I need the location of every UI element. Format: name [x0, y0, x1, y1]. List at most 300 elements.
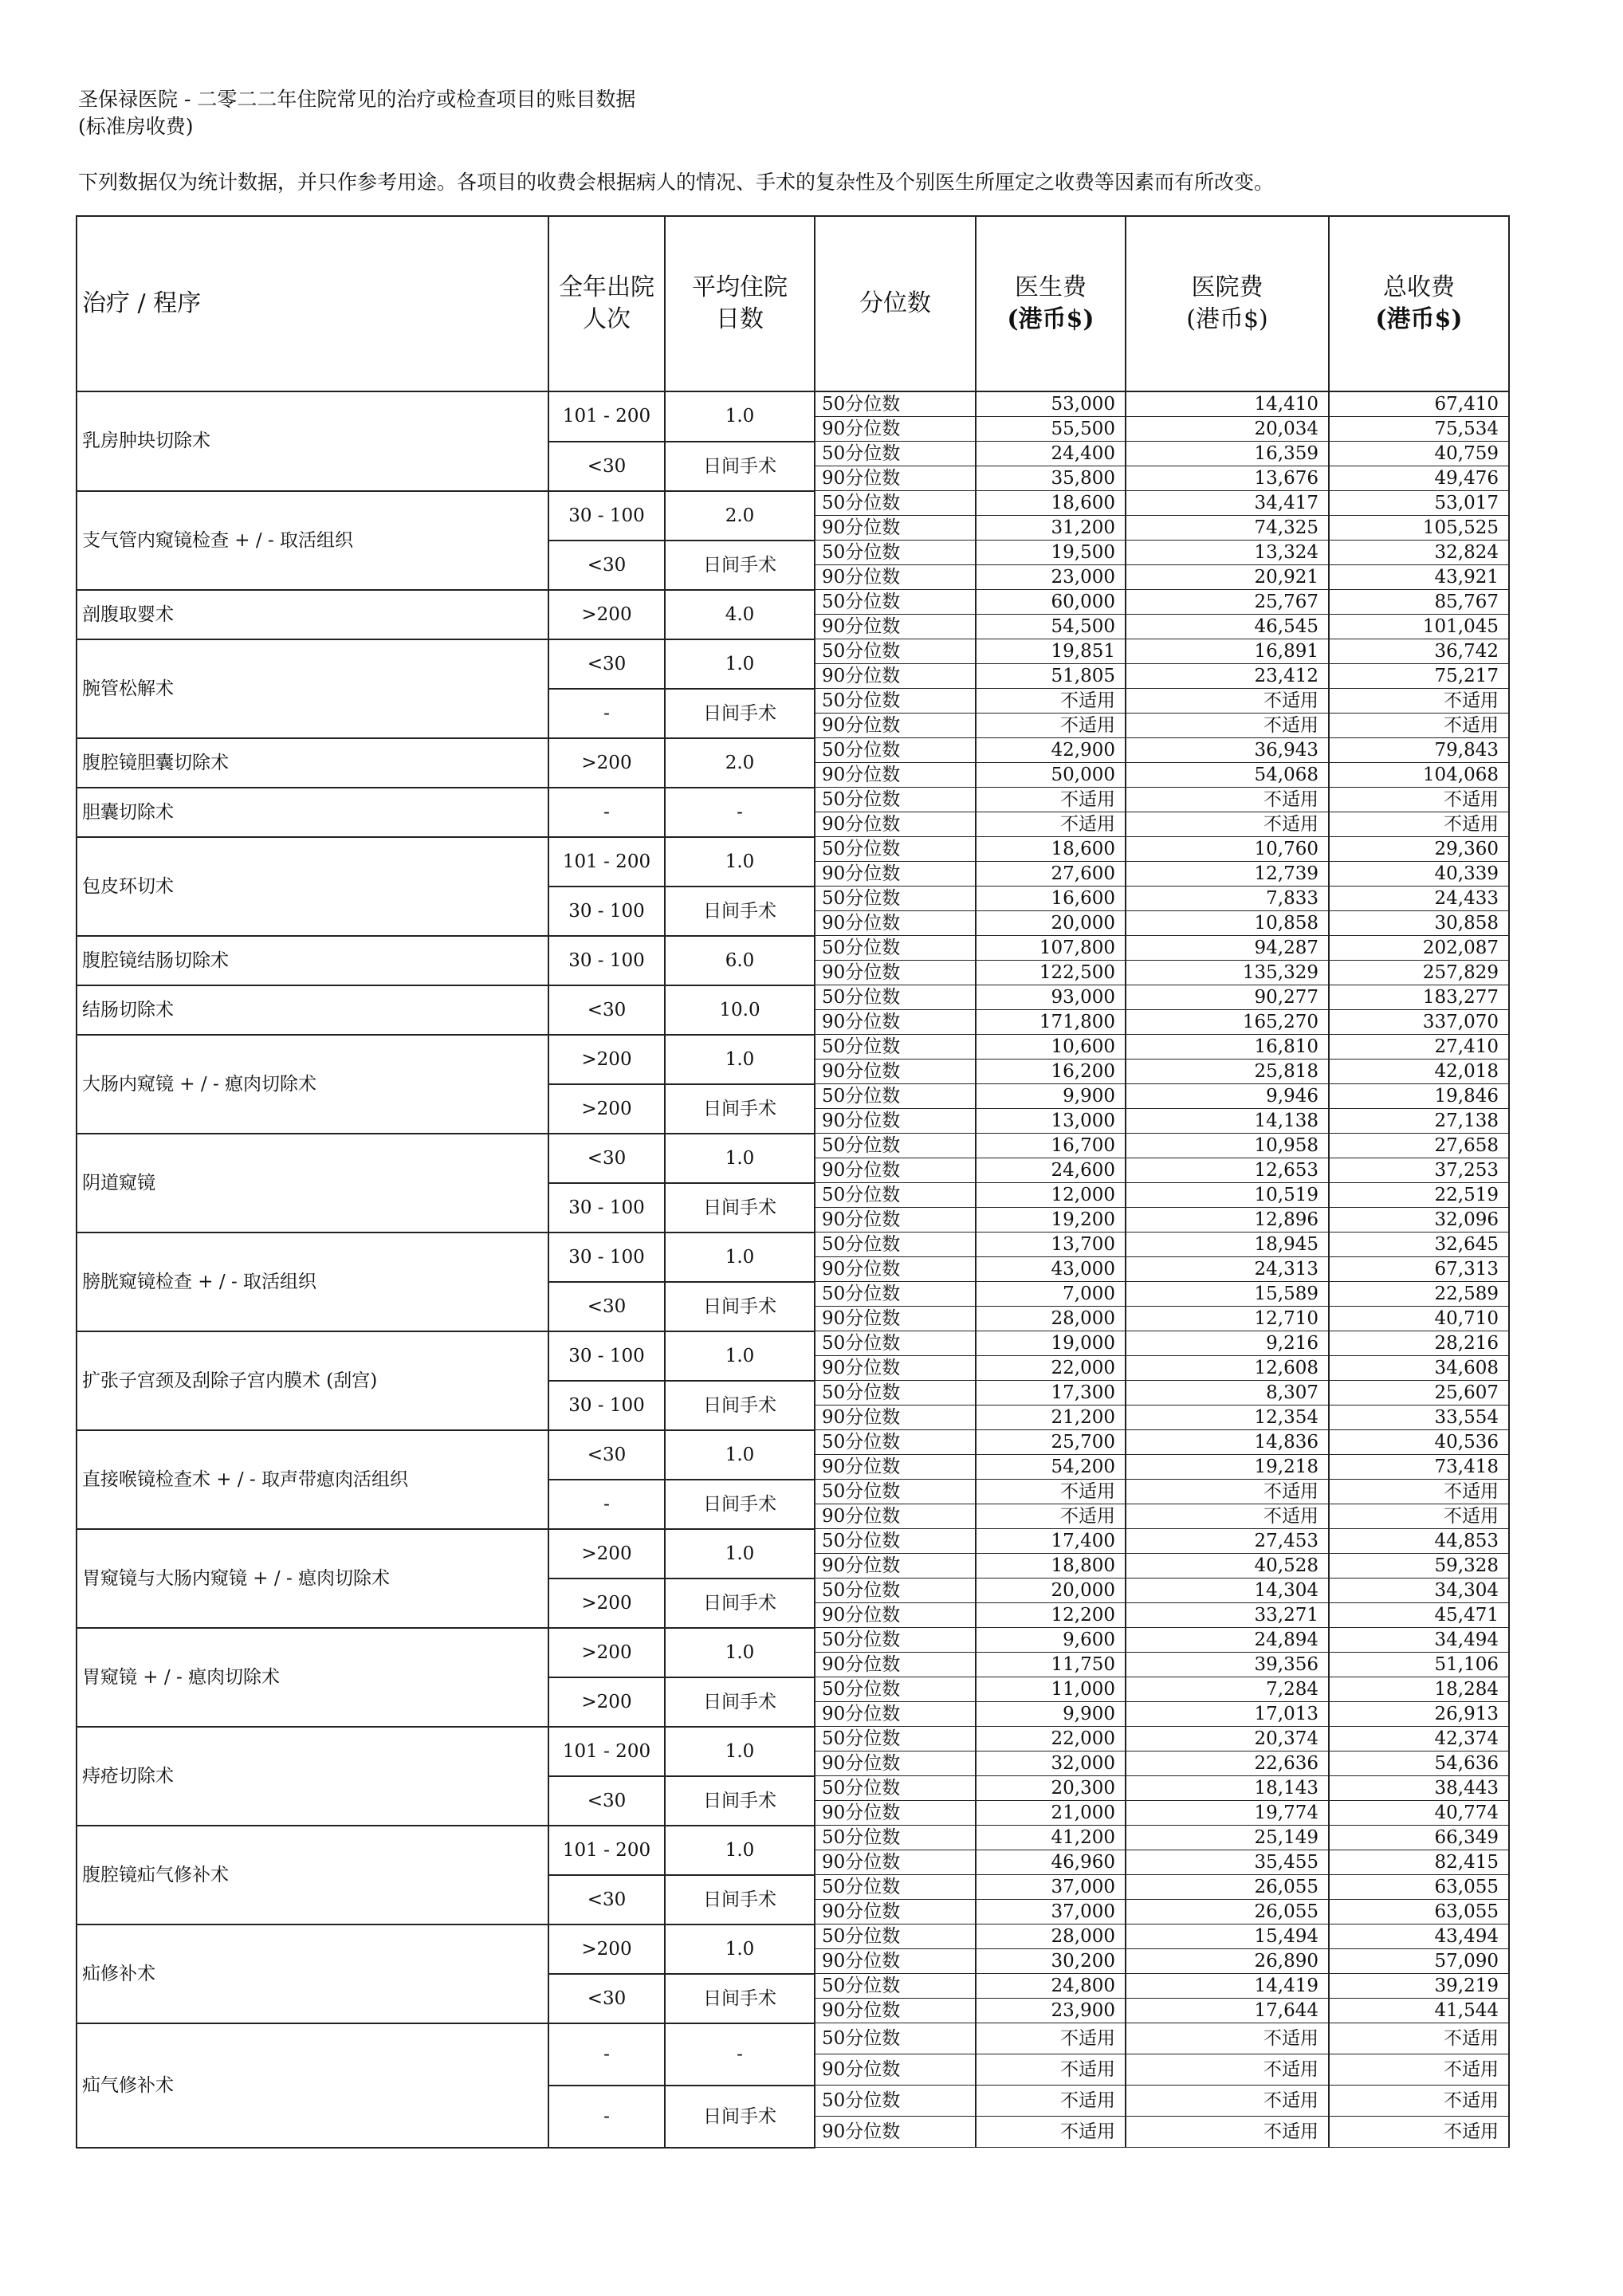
percentile-label: 50分位数: [815, 1480, 976, 1504]
percentile-label: 90分位数: [815, 961, 976, 985]
percentile-label: 50分位数: [815, 1084, 976, 1109]
doctor-fee: 30,200: [976, 1949, 1126, 1974]
hospital-fee: 不适用: [1126, 2117, 1329, 2148]
doctor-fee: 22,000: [976, 1356, 1126, 1381]
hospital-fee: 14,836: [1126, 1430, 1329, 1455]
table-row: [77, 1529, 1509, 1554]
procedure-name: 包皮环切术: [77, 837, 548, 936]
percentile-label: 90分位数: [815, 1356, 976, 1381]
procedure-name: 乳房肿块切除术: [77, 391, 548, 491]
total-fee: 30,858: [1329, 911, 1509, 936]
doctor-fee: 28,000: [976, 1307, 1126, 1331]
doctor-fee: 107,800: [976, 936, 1126, 961]
percentile-label: 90分位数: [815, 812, 976, 837]
total-fee: 不适用: [1329, 2023, 1509, 2054]
discharge-count: -: [548, 788, 665, 837]
procedure-name: 痔疮切除术: [77, 1727, 548, 1826]
total-fee: 59,328: [1329, 1554, 1509, 1578]
percentile-label: 90分位数: [815, 1554, 976, 1578]
doctor-fee: 不适用: [976, 1480, 1126, 1504]
percentile-label: 50分位数: [815, 2023, 976, 2054]
total-fee: 32,645: [1329, 1233, 1509, 1257]
hospital-fee: 35,455: [1126, 1850, 1329, 1875]
doctor-fee: 23,900: [976, 1999, 1126, 2023]
hospital-fee: 不适用: [1126, 1480, 1329, 1504]
total-fee: 43,921: [1329, 565, 1509, 590]
discharge-count: 30 - 100: [548, 887, 665, 936]
length-of-stay: 2.0: [665, 738, 815, 788]
percentile-label: 50分位数: [815, 639, 976, 664]
procedure-name: 膀胱窥镜检查 + / - 取活组织: [77, 1233, 548, 1331]
percentile-label: 50分位数: [815, 1628, 976, 1653]
hospital-fee: 46,545: [1126, 615, 1329, 639]
total-fee: 34,494: [1329, 1628, 1509, 1653]
procedure-name: 胃窥镜 + / - 瘜肉切除术: [77, 1628, 548, 1727]
percentile-label: 50分位数: [815, 590, 976, 615]
doctor-fee: 37,000: [976, 1900, 1126, 1924]
doctor-fee: 43,000: [976, 1257, 1126, 1282]
total-fee: 36,742: [1329, 639, 1509, 664]
table-row: [77, 985, 1509, 1010]
percentile-label: 90分位数: [815, 1010, 976, 1035]
length-of-stay: 1.0: [665, 391, 815, 442]
discharge-count: 30 - 100: [548, 491, 665, 541]
document-title: 圣保禄医院 - 二零二二年住院常见的治疗或检查项目的账目数据: [78, 88, 636, 111]
doctor-fee: 11,750: [976, 1653, 1126, 1677]
length-of-stay: 日间手术: [665, 1677, 815, 1727]
total-fee: 27,138: [1329, 1109, 1509, 1134]
percentile-label: 50分位数: [815, 541, 976, 565]
procedure-name: 疝气修补术: [77, 2023, 548, 2148]
hospital-fee: 不适用: [1126, 2086, 1329, 2117]
discharge-count: <30: [548, 639, 665, 689]
doctor-fee: 20,000: [976, 1578, 1126, 1603]
procedure-name: 腕管松解术: [77, 639, 548, 738]
procedure-name: 大肠内窥镜 + / - 瘜肉切除术: [77, 1035, 548, 1134]
percentile-label: 90分位数: [815, 565, 976, 590]
percentile-label: 50分位数: [815, 1578, 976, 1603]
percentile-label: 90分位数: [815, 1158, 976, 1183]
percentile-label: 50分位数: [815, 391, 976, 417]
total-fee: 不适用: [1329, 812, 1509, 837]
percentile-label: 90分位数: [815, 2117, 976, 2148]
discharge-count: 101 - 200: [548, 1826, 665, 1875]
discharge-count: >200: [548, 590, 665, 639]
doctor-fee: 10,600: [976, 1035, 1126, 1060]
length-of-stay: 日间手术: [665, 1480, 815, 1529]
table-row: [77, 1035, 1509, 1060]
doctor-fee: 24,600: [976, 1158, 1126, 1183]
table-row: [77, 1233, 1509, 1257]
procedure-name: 腹腔镜结肠切除术: [77, 936, 548, 985]
total-fee: 202,087: [1329, 936, 1509, 961]
hospital-fee: 16,891: [1126, 639, 1329, 664]
table-row: [77, 1430, 1509, 1455]
total-fee: 25,607: [1329, 1381, 1509, 1406]
total-fee: 44,853: [1329, 1529, 1509, 1554]
discharge-count: <30: [548, 1875, 665, 1924]
doctor-fee: 32,000: [976, 1751, 1126, 1776]
table-header-row: [77, 216, 1509, 391]
header-percentile: 分位数: [815, 216, 976, 391]
doctor-fee: 42,900: [976, 738, 1126, 763]
total-fee: 29,360: [1329, 837, 1509, 862]
hospital-fee: 25,767: [1126, 590, 1329, 615]
total-fee: 51,106: [1329, 1653, 1509, 1677]
hospital-fee: 20,374: [1126, 1727, 1329, 1751]
doctor-fee: 12,200: [976, 1603, 1126, 1628]
percentile-label: 50分位数: [815, 2086, 976, 2117]
discharge-count: <30: [548, 1974, 665, 2023]
length-of-stay: 1.0: [665, 1035, 815, 1084]
header-length-of-stay: 平均住院 日数: [665, 216, 815, 391]
hospital-fee: 26,890: [1126, 1949, 1329, 1974]
discharge-count: -: [548, 1480, 665, 1529]
length-of-stay: 1.0: [665, 1727, 815, 1776]
doctor-fee: 不适用: [976, 2086, 1126, 2117]
discharge-count: 101 - 200: [548, 391, 665, 442]
discharge-count: <30: [548, 1430, 665, 1480]
length-of-stay: 日间手术: [665, 1776, 815, 1826]
table-row: [77, 1628, 1509, 1653]
discharge-count: >200: [548, 1677, 665, 1727]
length-of-stay: 1.0: [665, 1134, 815, 1183]
table-row: [77, 738, 1509, 763]
total-fee: 49,476: [1329, 466, 1509, 491]
hospital-fee: 27,453: [1126, 1529, 1329, 1554]
percentile-label: 90分位数: [815, 1603, 976, 1628]
percentile-label: 90分位数: [815, 1109, 976, 1134]
total-fee: 22,519: [1329, 1183, 1509, 1208]
percentile-label: 90分位数: [815, 1504, 976, 1529]
total-fee: 33,554: [1329, 1406, 1509, 1430]
hospital-fee: 12,608: [1126, 1356, 1329, 1381]
procedure-name: 结肠切除术: [77, 985, 548, 1035]
percentile-label: 50分位数: [815, 738, 976, 763]
total-fee: 不适用: [1329, 2086, 1509, 2117]
percentile-label: 50分位数: [815, 1529, 976, 1554]
hospital-fee: 24,894: [1126, 1628, 1329, 1653]
doctor-fee: 51,805: [976, 664, 1126, 689]
total-fee: 57,090: [1329, 1949, 1509, 1974]
hospital-fee: 不适用: [1126, 689, 1329, 714]
total-fee: 不适用: [1329, 1480, 1509, 1504]
percentile-label: 50分位数: [815, 936, 976, 961]
total-fee: 40,710: [1329, 1307, 1509, 1331]
discharge-count: -: [548, 2086, 665, 2148]
hospital-fee: 9,216: [1126, 1331, 1329, 1356]
percentile-label: 50分位数: [815, 985, 976, 1010]
hospital-fee: 8,307: [1126, 1381, 1329, 1406]
procedure-name: 疝修补术: [77, 1924, 548, 2023]
length-of-stay: 日间手术: [665, 1578, 815, 1628]
doctor-fee: 50,000: [976, 763, 1126, 788]
procedure-name: 腹腔镜胆囊切除术: [77, 738, 548, 788]
doctor-fee: 19,500: [976, 541, 1126, 565]
hospital-fee: 22,636: [1126, 1751, 1329, 1776]
procedure-name: 支气管内窥镜检查 + / - 取活组织: [77, 491, 548, 590]
total-fee: 24,433: [1329, 887, 1509, 911]
discharge-count: >200: [548, 1628, 665, 1677]
hospital-fee: 14,304: [1126, 1578, 1329, 1603]
percentile-label: 50分位数: [815, 1974, 976, 1999]
discharge-count: 101 - 200: [548, 1727, 665, 1776]
discharge-count: <30: [548, 442, 665, 491]
percentile-label: 50分位数: [815, 1875, 976, 1900]
total-fee: 66,349: [1329, 1826, 1509, 1850]
length-of-stay: 4.0: [665, 590, 815, 639]
table-body: [77, 391, 1509, 2148]
length-of-stay: 日间手术: [665, 887, 815, 936]
doctor-fee: 18,600: [976, 491, 1126, 516]
total-fee: 101,045: [1329, 615, 1509, 639]
hospital-fee: 15,494: [1126, 1924, 1329, 1949]
table-row: [77, 837, 1509, 862]
percentile-label: 50分位数: [815, 1727, 976, 1751]
hospital-fee: 不适用: [1126, 2023, 1329, 2054]
discharge-count: >200: [548, 1924, 665, 1974]
percentile-label: 90分位数: [815, 1949, 976, 1974]
hospital-fee: 36,943: [1126, 738, 1329, 763]
total-fee: 42,374: [1329, 1727, 1509, 1751]
hospital-fee: 10,760: [1126, 837, 1329, 862]
hospital-fee: 14,419: [1126, 1974, 1329, 1999]
length-of-stay: 6.0: [665, 936, 815, 985]
table-row: [77, 1134, 1509, 1158]
hospital-fee: 12,354: [1126, 1406, 1329, 1430]
discharge-count: 101 - 200: [548, 837, 665, 887]
total-fee: 39,219: [1329, 1974, 1509, 1999]
doctor-fee: 不适用: [976, 714, 1126, 738]
doctor-fee: 54,200: [976, 1455, 1126, 1480]
length-of-stay: 1.0: [665, 1628, 815, 1677]
doctor-fee: 9,600: [976, 1628, 1126, 1653]
hospital-fee: 12,739: [1126, 862, 1329, 887]
document-subtitle: (标准房收费): [78, 115, 194, 138]
table-row: [77, 1826, 1509, 1850]
table-row: [77, 788, 1509, 812]
doctor-fee: 27,600: [976, 862, 1126, 887]
total-fee: 82,415: [1329, 1850, 1509, 1875]
hospital-fee: 94,287: [1126, 936, 1329, 961]
procedure-name: 阴道窥镜: [77, 1134, 548, 1233]
discharge-count: >200: [548, 1084, 665, 1134]
doctor-fee: 18,800: [976, 1554, 1126, 1578]
length-of-stay: 日间手术: [665, 541, 815, 590]
doctor-fee: 93,000: [976, 985, 1126, 1010]
hospital-fee: 90,277: [1126, 985, 1329, 1010]
total-fee: 26,913: [1329, 1702, 1509, 1727]
percentile-label: 50分位数: [815, 1381, 976, 1406]
discharge-count: 30 - 100: [548, 1183, 665, 1233]
percentile-label: 50分位数: [815, 442, 976, 466]
percentile-label: 90分位数: [815, 615, 976, 639]
length-of-stay: 日间手术: [665, 2086, 815, 2148]
percentile-label: 90分位数: [815, 1455, 976, 1480]
percentile-label: 50分位数: [815, 491, 976, 516]
length-of-stay: 1.0: [665, 1430, 815, 1480]
total-fee: 63,055: [1329, 1900, 1509, 1924]
doctor-fee: 不适用: [976, 1504, 1126, 1529]
hospital-fee: 不适用: [1126, 788, 1329, 812]
procedure-name: 直接喉镜检查术 + / - 取声带瘜肉活组织: [77, 1430, 548, 1529]
table-row: [77, 936, 1509, 961]
percentile-label: 90分位数: [815, 1208, 976, 1233]
percentile-label: 90分位数: [815, 417, 976, 442]
hospital-fee: 16,359: [1126, 442, 1329, 466]
length-of-stay: 1.0: [665, 1529, 815, 1578]
percentile-label: 90分位数: [815, 2054, 976, 2086]
doctor-fee: 不适用: [976, 812, 1126, 837]
length-of-stay: 10.0: [665, 985, 815, 1035]
header-doctor-fee: 医生费 (港币$): [976, 216, 1126, 391]
total-fee: 54,636: [1329, 1751, 1509, 1776]
discharge-count: <30: [548, 1776, 665, 1826]
doctor-fee: 20,000: [976, 911, 1126, 936]
percentile-label: 90分位数: [815, 911, 976, 936]
hospital-fee: 不适用: [1126, 1504, 1329, 1529]
doctor-fee: 17,300: [976, 1381, 1126, 1406]
hospital-fee: 17,013: [1126, 1702, 1329, 1727]
hospital-fee: 19,774: [1126, 1801, 1329, 1826]
header-total-fee: 总收费 (港币$): [1329, 216, 1509, 391]
percentile-label: 90分位数: [815, 466, 976, 491]
doctor-fee: 21,200: [976, 1406, 1126, 1430]
percentile-label: 90分位数: [815, 1999, 976, 2023]
hospital-fee: 9,946: [1126, 1084, 1329, 1109]
doctor-fee: 19,000: [976, 1331, 1126, 1356]
total-fee: 257,829: [1329, 961, 1509, 985]
doctor-fee: 19,851: [976, 639, 1126, 664]
percentile-label: 50分位数: [815, 887, 976, 911]
procedure-name: 剖腹取婴术: [77, 590, 548, 639]
discharge-count: 30 - 100: [548, 1381, 665, 1430]
hospital-fee: 135,329: [1126, 961, 1329, 985]
percentile-label: 50分位数: [815, 1331, 976, 1356]
hospital-fee: 23,412: [1126, 664, 1329, 689]
doctor-fee: 24,400: [976, 442, 1126, 466]
hospital-fee: 17,644: [1126, 1999, 1329, 2023]
doctor-fee: 54,500: [976, 615, 1126, 639]
discharge-count: 30 - 100: [548, 936, 665, 985]
total-fee: 40,536: [1329, 1430, 1509, 1455]
length-of-stay: 日间手术: [665, 1282, 815, 1331]
hospital-fee: 18,143: [1126, 1776, 1329, 1801]
percentile-label: 90分位数: [815, 1801, 976, 1826]
hospital-fee: 不适用: [1126, 812, 1329, 837]
total-fee: 22,589: [1329, 1282, 1509, 1307]
doctor-fee: 19,200: [976, 1208, 1126, 1233]
document-header: [78, 86, 1513, 196]
total-fee: 32,824: [1329, 541, 1509, 565]
total-fee: 53,017: [1329, 491, 1509, 516]
discharge-count: >200: [548, 1529, 665, 1578]
total-fee: 19,846: [1329, 1084, 1509, 1109]
doctor-fee: 12,000: [976, 1183, 1126, 1208]
length-of-stay: -: [665, 788, 815, 837]
total-fee: 18,284: [1329, 1677, 1509, 1702]
total-fee: 不适用: [1329, 2054, 1509, 2086]
percentile-label: 90分位数: [815, 1307, 976, 1331]
discharge-count: -: [548, 689, 665, 738]
doctor-fee: 不适用: [976, 2054, 1126, 2086]
hospital-fee: 7,284: [1126, 1677, 1329, 1702]
hospital-fee: 54,068: [1126, 763, 1329, 788]
hospital-fee: 26,055: [1126, 1875, 1329, 1900]
doctor-fee: 171,800: [976, 1010, 1126, 1035]
hospital-fee: 12,710: [1126, 1307, 1329, 1331]
total-fee: 75,534: [1329, 417, 1509, 442]
procedure-name: 胆囊切除术: [77, 788, 548, 837]
percentile-label: 90分位数: [815, 1257, 976, 1282]
disclaimer-note: 下列数据仅为统计数据，并只作参考用途。各项目的收费会根据病人的情况、手术的复杂性及个别医生所厘定之收费等因素而有所改变。: [78, 171, 1275, 194]
hospital-fee: 74,325: [1126, 516, 1329, 541]
hospital-fee: 12,653: [1126, 1158, 1329, 1183]
doctor-fee: 不适用: [976, 689, 1126, 714]
percentile-label: 50分位数: [815, 1233, 976, 1257]
doctor-fee: 53,000: [976, 391, 1126, 417]
length-of-stay: 2.0: [665, 491, 815, 541]
doctor-fee: 不适用: [976, 2023, 1126, 2054]
discharge-count: -: [548, 2023, 665, 2086]
hospital-fee: 18,945: [1126, 1233, 1329, 1257]
percentile-label: 90分位数: [815, 714, 976, 738]
percentile-label: 50分位数: [815, 1430, 976, 1455]
table-row: [77, 1727, 1509, 1751]
length-of-stay: 日间手术: [665, 1183, 815, 1233]
total-fee: 75,217: [1329, 664, 1509, 689]
percentile-label: 90分位数: [815, 1406, 976, 1430]
hospital-fee: 14,138: [1126, 1109, 1329, 1134]
doctor-fee: 不适用: [976, 2117, 1126, 2148]
procedure-name: 胃窥镜与大肠内窥镜 + / - 瘜肉切除术: [77, 1529, 548, 1628]
percentile-label: 90分位数: [815, 1900, 976, 1924]
percentile-label: 90分位数: [815, 862, 976, 887]
doctor-fee: 21,000: [976, 1801, 1126, 1826]
length-of-stay: 日间手术: [665, 442, 815, 491]
total-fee: 不适用: [1329, 2117, 1509, 2148]
doctor-fee: 不适用: [976, 788, 1126, 812]
hospital-fee: 25,149: [1126, 1826, 1329, 1850]
doctor-fee: 9,900: [976, 1702, 1126, 1727]
doctor-fee: 16,200: [976, 1060, 1126, 1084]
doctor-fee: 18,600: [976, 837, 1126, 862]
hospital-fee: 10,958: [1126, 1134, 1329, 1158]
doctor-fee: 25,700: [976, 1430, 1126, 1455]
hospital-fee: 34,417: [1126, 491, 1329, 516]
hospital-fee: 不适用: [1126, 2054, 1329, 2086]
percentile-label: 50分位数: [815, 837, 976, 862]
total-fee: 34,608: [1329, 1356, 1509, 1381]
total-fee: 105,525: [1329, 516, 1509, 541]
doctor-fee: 7,000: [976, 1282, 1126, 1307]
doctor-fee: 13,000: [976, 1109, 1126, 1134]
total-fee: 37,253: [1329, 1158, 1509, 1183]
total-fee: 不适用: [1329, 788, 1509, 812]
doctor-fee: 17,400: [976, 1529, 1126, 1554]
percentile-label: 50分位数: [815, 1776, 976, 1801]
discharge-count: <30: [548, 1282, 665, 1331]
total-fee: 38,443: [1329, 1776, 1509, 1801]
total-fee: 28,216: [1329, 1331, 1509, 1356]
hospital-fee: 12,896: [1126, 1208, 1329, 1233]
hospital-fee: 10,858: [1126, 911, 1329, 936]
percentile-label: 50分位数: [815, 1924, 976, 1949]
doctor-fee: 23,000: [976, 565, 1126, 590]
percentile-label: 90分位数: [815, 1653, 976, 1677]
hospital-fee: 13,324: [1126, 541, 1329, 565]
percentile-label: 50分位数: [815, 1282, 976, 1307]
